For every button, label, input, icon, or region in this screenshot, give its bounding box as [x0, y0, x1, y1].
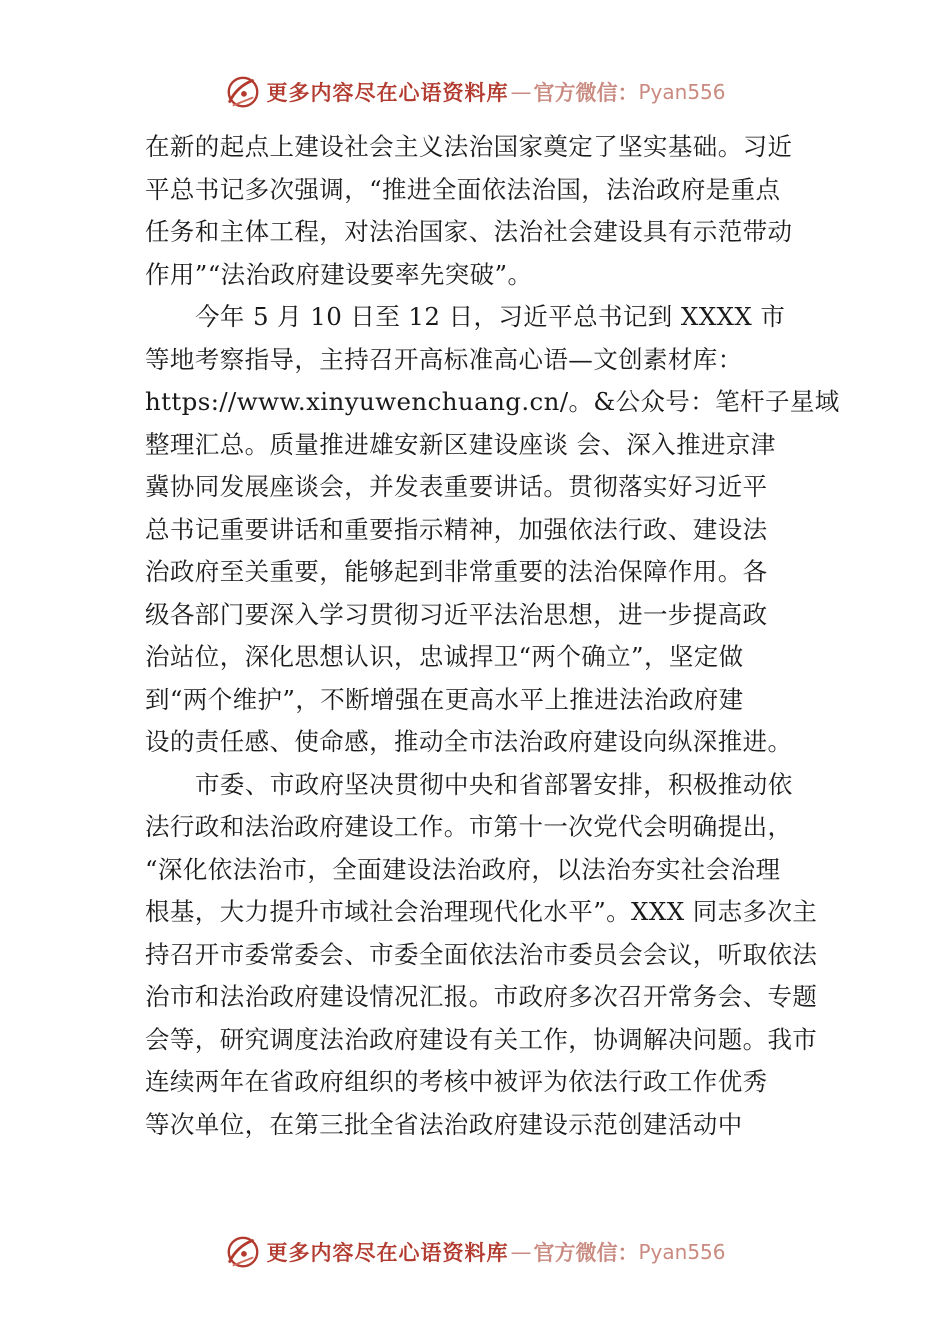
banner-dash: — — [510, 1240, 532, 1264]
brand-logo-icon — [224, 73, 262, 111]
banner-wechat-id: Pyan556 — [638, 80, 726, 104]
paragraph-line: 治市和法治政府建设情况汇报。市政府多次召开常务会、专题 — [145, 982, 818, 1011]
paragraph-line: 设的责任感、使命感，推动全市法治政府建设向纵深推进。 — [145, 727, 793, 756]
banner-wechat-label: 官方微信： — [533, 80, 639, 105]
paragraph — [145, 764, 818, 1147]
banner-wechat-id: Pyan556 — [638, 1240, 726, 1264]
paragraph-line: 今年 5 月 10 日至 12 日，习近平总书记到 XXXX 市 — [195, 302, 786, 331]
paragraph-line: 等地考察指导，主持召开高标准高心语—文创素材库： — [145, 344, 743, 374]
paragraph-line: 冀协同发展座谈会，并发表重要讲话。贯彻落实好习近平 — [145, 472, 768, 501]
paragraph-line: 在新的起点上建设社会主义法治国家奠定了坚实基础。习近 — [145, 132, 793, 161]
paragraph-line: 等次单位，在第三批全省法治政府建设示范创建活动中 — [145, 1109, 743, 1139]
footer-watermark-banner — [0, 1232, 950, 1272]
banner-title: 更多内容尽在心语资料库 — [266, 80, 509, 105]
paragraph-line: “深化依法治市，全面建设法治政府，以法治夯实社会治理 — [145, 854, 781, 884]
paragraph-line: 作用”“法治政府建设要率先突破”。 — [145, 259, 533, 289]
paragraph-line: 平总书记多次强调，“推进全面依法治国，法治政府是重点 — [145, 174, 781, 204]
paragraph-line: 任务和主体工程，对法治国家、法治社会建设具有示范带动 — [145, 217, 793, 246]
brand-logo-icon — [224, 1233, 262, 1271]
document-body — [145, 126, 840, 1146]
paragraph-line: 持召开市委常委会、市委全面依法治市委员会会议，听取依法 — [145, 939, 818, 969]
paragraph-line: 市委、市政府坚决贯彻中央和省部署安排，积极推动依 — [195, 769, 793, 799]
paragraph — [145, 296, 840, 764]
paragraph-line: 根基，大力提升市域社会治理现代化水平”。XXX 同志多次主 — [145, 897, 818, 926]
paragraph-line: 治政府至关重要，能够起到非常重要的法治保障作用。各 — [145, 557, 768, 586]
banner-wechat-label: 官方微信： — [533, 1240, 639, 1265]
banner-dash: — — [510, 80, 532, 104]
paragraph-line: 法行政和法治政府建设工作。市第十一次党代会明确提出， — [145, 812, 793, 841]
paragraph-line: https://www.xinyuwenchuang.cn/。&公众号：笔杆子星域 — [145, 387, 840, 416]
header-watermark-banner — [0, 72, 950, 112]
paragraph-line: 级各部门要深入学习贯彻习近平法治思想，进一步提高政 — [145, 599, 768, 629]
paragraph — [145, 126, 807, 296]
paragraph-line: 连续两年在省政府组织的考核中被评为依法行政工作优秀 — [145, 1067, 768, 1096]
paragraph-line: 到“两个维护”，不断增强在更高水平上推进法治政府建 — [145, 684, 744, 714]
banner-title: 更多内容尽在心语资料库 — [266, 1240, 509, 1265]
paragraph-line: 整理汇总。质量推进雄安新区建设座谈 会、深入推进京津 — [145, 429, 776, 459]
paragraph-line: 治站位，深化思想认识，忠诚捍卫“两个确立”，坚定做 — [145, 642, 744, 671]
paragraph-line: 总书记重要讲话和重要指示精神，加强依法行政、建设法 — [145, 514, 768, 544]
paragraph-line: 会等，研究调度法治政府建设有关工作，协调解决问题。我市 — [145, 1024, 818, 1054]
